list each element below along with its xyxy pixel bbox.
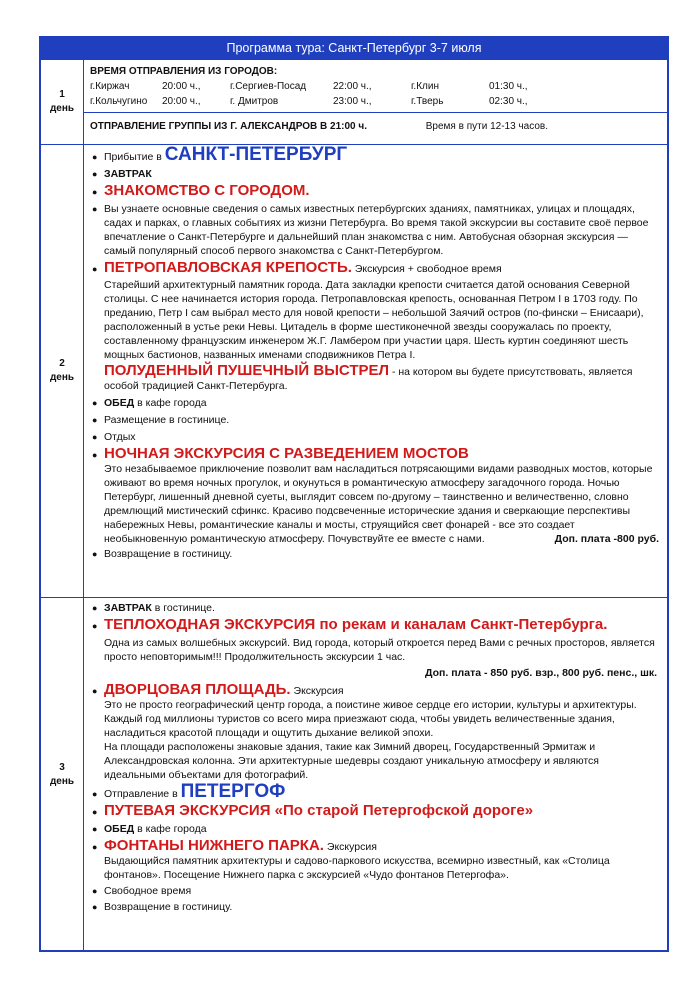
cannon-title: ПОЛУДЕННЫЙ ПУШЕЧНЫЙ ВЫСТРЕЛ: [104, 362, 390, 379]
day-3-row: [41, 597, 667, 951]
list-item: [92, 601, 659, 615]
time: 20:00 ч.,: [162, 96, 201, 107]
time: 22:00 ч.,: [333, 81, 372, 92]
city: г.Сергиев-Посад: [230, 81, 307, 92]
breakfast: ЗАВТРАК: [104, 168, 152, 180]
list-item: [92, 547, 659, 561]
boat-tour-price: Доп. плата - 850 руб. взр., 800 руб. пенс., шк.: [425, 667, 657, 679]
city: г.Кольчугино: [90, 96, 148, 107]
arrival-city: САНКТ-ПЕТЕРБУРГ: [164, 144, 348, 165]
acquaintance-text: Вы узнаете основные сведения о самых известных петербургских зданиях, памятниках, улицах и площадях, садах и парках, о главных событиях из жизни Петербурга. Во время такой экскурсии вы составите своё первое впечатление о Санкт-Петербурге и дальнейший план знакомства с ним. Автобусная обзорная экскурсия — самый популярный способ первого знакомства с Санкт-Петербургом.: [104, 203, 649, 257]
time: 02:30 ч.,: [489, 96, 528, 107]
fountains-title: ФОНТАНЫ НИЖНЕГО ПАРКА.: [104, 837, 324, 854]
bullet-icon: ●: [92, 824, 98, 834]
list-item: [92, 144, 659, 165]
departure-grid: [90, 79, 667, 109]
bullet-icon: ●: [92, 450, 98, 460]
bullet-icon: ●: [92, 204, 98, 214]
bullet-icon: ●: [92, 902, 98, 912]
night-tour-title: НОЧНАЯ ЭКСКУРСИЯ С РАЗВЕДЕНИЕМ МОСТОВ: [104, 445, 469, 462]
lunch-label: ОБЕД: [104, 397, 135, 409]
depart-city: ПЕТЕРГОФ: [180, 781, 286, 802]
boat-tour-title: ТЕПЛОХОДНАЯ ЭКСКУРСИЯ по рекам и каналам Санкт-Петербурга.: [104, 616, 608, 633]
depart-prefix: Отправление в: [104, 788, 178, 800]
bullet-icon: ●: [92, 886, 98, 896]
bullet-icon: ●: [92, 398, 98, 408]
page-title: Программа тура: Санкт-Петербург 3-7 июля: [41, 38, 667, 59]
bullet-icon: ●: [92, 621, 98, 631]
return: Возвращение в гостиницу.: [104, 901, 233, 913]
city: г.Клин: [411, 81, 439, 92]
bullet-icon: ●: [92, 264, 98, 274]
day-1-content: [84, 60, 667, 144]
night-tour-text: Это незабываемое приключение позволит вам насладиться потрясающими видами разводных мостов, которые оживают во время ночных прогулок, и окунуться в романтическую атмосферу загадочного города. Ночью Петербург, лишенный дневной суеты, выглядит совсем по-другому – таинственно и величественно, словно дремлющий мистический сфинкс. Красиво подсвеченные исторические здания и сверкающие перспективы набережных Невы, романтические каналы и мосты, струящийся свет фонарей - все это создает необыкновенную романтическую атмосферу. Почувствуйте ее вместе с нами.: [104, 463, 653, 545]
list-item: [92, 839, 659, 854]
night-tour-price: Доп. плата -800 руб.: [554, 533, 659, 545]
fortress-text: Старейший архитектурный памятник города. Дата закладки крепости считается датой основания Северной столицы. С нее начинается история города. Петропавловская крепость, основанная Петром I в 1703 году. По преданию, Петр I сам выбрал место для новой крепости – небольшой Заячий остров (по-фински – Енисаари), расположенный в устье реки Невы. Цитадель в форме шестиконечной звезды сооружалась по проекту, составленному французским инженером Ж.Г. Ламбером при участии царя. Шесть куртин соединяют шесть мощных бастионов, названных именами сподвижников Петра I.: [104, 279, 644, 361]
palace-text-2: На площади расположены знаковые здания, такие как Зимний дворец, Государственный Эрмитаж и Александровская колонна. Эти архитектурные шедевры создают уникальную атмосферу и являются идеальными объектами для фотографий.: [104, 741, 599, 781]
group-departure: ОТПРАВЛЕНИЕ ГРУППЫ ИЗ Г. АЛЕКСАНДРОВ В 21:00 ч.: [90, 121, 367, 132]
day-1-label: [41, 60, 84, 144]
palace-title: ДВОРЦОВАЯ ПЛОЩАДЬ.: [104, 681, 291, 698]
bullet-icon: ●: [92, 807, 98, 817]
group-departure-line: [84, 113, 667, 134]
bullet-icon: ●: [92, 152, 98, 162]
cannon-text: - на котором вы будете присутствовать, является особой традицией Санкт-Петербурга.: [104, 366, 633, 392]
road-tour-title: ПУТЕВАЯ ЭКСКУРСИЯ «По старой Петергофской дороге»: [104, 802, 534, 819]
lunch-rest: в кафе города: [134, 397, 207, 409]
list-item: [92, 683, 659, 698]
list-item: [92, 167, 659, 181]
bullet-icon: ●: [92, 789, 98, 799]
bullet-icon: ●: [92, 415, 98, 425]
palace-note: Экскурсия: [293, 685, 344, 697]
tour-program-table: [39, 36, 669, 952]
breakfast-label: ЗАВТРАК: [104, 602, 152, 614]
city: г. Дмитров: [230, 96, 279, 107]
bullet-icon: ●: [92, 432, 98, 442]
return: Возвращение в гостиницу.: [104, 548, 233, 560]
day-word: день: [49, 775, 75, 787]
hotel: Размещение в гостинице.: [104, 414, 230, 426]
day-1-row: [41, 59, 667, 144]
list-item: [92, 413, 659, 427]
bullet-icon: ●: [92, 187, 98, 197]
fountains-text: Выдающийся памятник архитектуры и садово-паркового искусства, всемирно известный, как «Столица фонтанов». Посещение Нижнего парка с экскурсией «Чудо фонтанов Петергофа».: [104, 855, 610, 881]
departure-header: ВРЕМЯ ОТПРАВЛЕНИЯ ИЗ ГОРОДОВ:: [90, 66, 278, 77]
list-item: [92, 396, 659, 410]
list-item: [92, 261, 659, 276]
travel-time: Время в пути 12-13 часов.: [425, 121, 548, 132]
list-item: [92, 900, 659, 914]
bullet-icon: ●: [92, 549, 98, 559]
list-item: [92, 884, 659, 898]
rest: Отдых: [104, 431, 136, 443]
cannon-paragraph: [92, 364, 659, 393]
day-3-label: [41, 598, 84, 951]
time: 23:00 ч.,: [333, 96, 372, 107]
palace-text-1: Это не просто географический центр города, а поистине живое сердце его истории, культуры и архитектуры. Каждый год миллионы туристов со всего мира приезжают сюда, чтобы увидеть величественные здания, насладиться красотой площади и ощутить дыхание великой эпохи.: [104, 699, 637, 739]
list-item: [92, 447, 659, 462]
arrival-prefix: Прибытие в: [104, 151, 162, 163]
time: 20:00 ч.,: [162, 81, 201, 92]
day-2-label: [41, 145, 84, 597]
list-item: [92, 618, 659, 633]
fortress-note: Экскурсия + свободное время: [354, 263, 502, 275]
bullet-icon: ●: [92, 169, 98, 179]
day-word: день: [49, 372, 75, 383]
day-2-row: [41, 144, 667, 597]
day-3-content: [84, 598, 667, 951]
day-number: 2: [59, 358, 65, 369]
list-item: [92, 184, 659, 199]
list-item: [92, 202, 659, 258]
breakfast-rest: в гостинице.: [151, 602, 215, 614]
lunch-rest: в кафе города: [134, 823, 207, 835]
day-word: день: [49, 103, 75, 114]
list-item: [92, 430, 659, 444]
bullet-icon: ●: [92, 603, 98, 613]
bullet-icon: ●: [92, 842, 98, 852]
city: г.Киржач: [90, 81, 130, 92]
day-number: 1: [59, 89, 65, 100]
list-item: [92, 822, 659, 836]
departure-times-block: [84, 60, 667, 113]
day-number: 3: [59, 761, 65, 773]
bullet-icon: ●: [92, 686, 98, 696]
acquaintance-title: ЗНАКОМСТВО С ГОРОДОМ.: [104, 182, 310, 199]
city: г.Тверь: [411, 96, 444, 107]
day-2-content: [84, 145, 667, 597]
time: 01:30 ч.,: [489, 81, 528, 92]
lunch-label: ОБЕД: [104, 823, 135, 835]
list-item: [92, 804, 659, 819]
boat-tour-text: Одна из самых волшебных экскурсий. Вид города, который откроется перед Вами с речных просторов, является просто неповторимым!!! Продолжительность экскурсии 1 час.: [104, 637, 655, 663]
fortress-title: ПЕТРОПАВЛОВСКАЯ КРЕПОСТЬ.: [104, 259, 352, 276]
list-item: [92, 781, 659, 802]
fountains-note: Экскурсия: [326, 841, 377, 853]
free-time: Свободное время: [104, 885, 192, 897]
